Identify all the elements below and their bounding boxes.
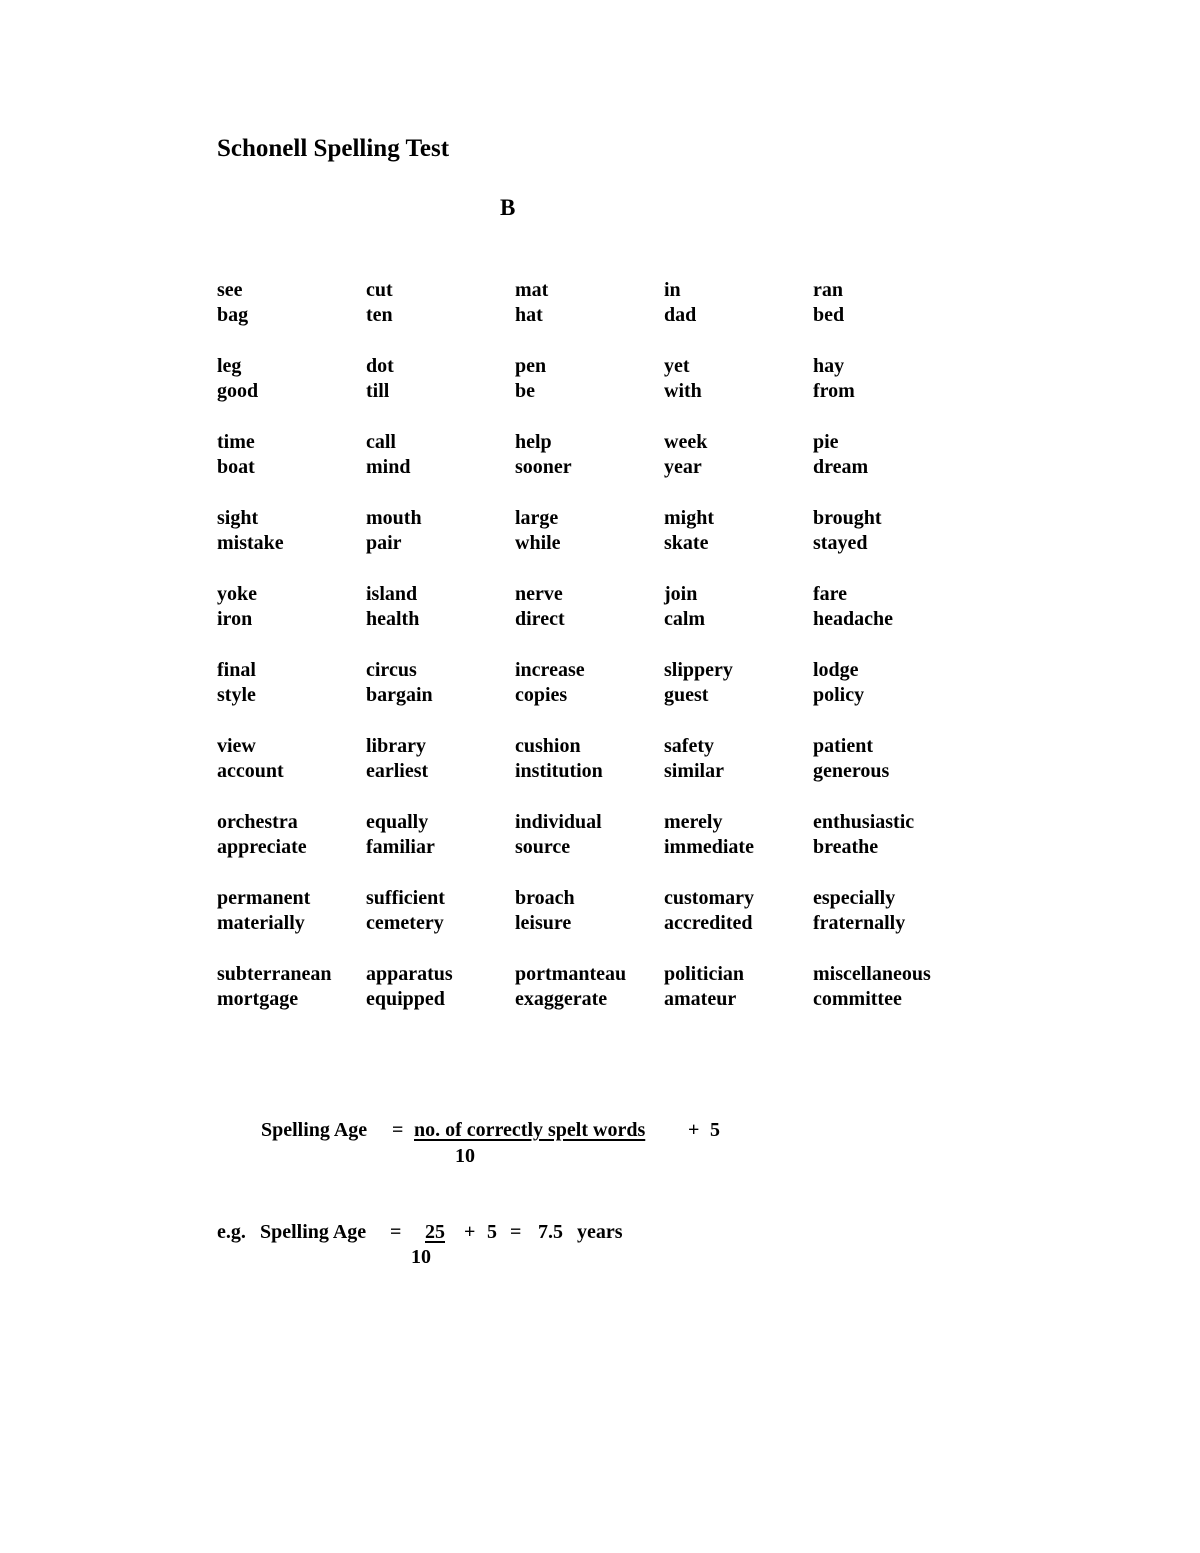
spelling-word: large [515,507,559,529]
formula-denominator: 10 [455,1145,475,1167]
formula-equals: = [392,1119,404,1141]
spelling-word: call [366,431,396,453]
example-equals-2: = [510,1221,522,1243]
spelling-word: hat [515,304,543,326]
spelling-word: slippery [664,659,733,681]
spelling-word: hay [813,355,845,377]
spelling-word: mistake [217,532,284,554]
spelling-word: mind [366,456,411,478]
spelling-word: accredited [664,912,753,934]
word-group [217,354,977,404]
word-row [217,810,977,835]
spelling-word: politician [664,963,745,985]
example-unit: years [577,1221,623,1243]
spelling-word: cushion [515,735,581,757]
spelling-word: customary [664,887,754,909]
spelling-word: subterranean [217,963,332,985]
spelling-word: appreciate [217,836,307,858]
spelling-word: final [217,659,256,681]
formula-label: Spelling Age [261,1119,368,1141]
spelling-word: sufficient [366,887,445,909]
word-group [217,506,977,556]
spelling-word: join [664,583,698,605]
spelling-word: sight [217,507,259,529]
spelling-word: iron [217,608,253,630]
spelling-word: year [664,456,702,478]
spelling-word: increase [515,659,585,681]
spelling-word: leisure [515,912,572,934]
spelling-word: amateur [664,988,737,1010]
spelling-word: policy [813,684,865,706]
spelling-word: brought [813,507,882,529]
spelling-word: time [217,431,255,453]
word-row [217,303,977,328]
spelling-word: equally [366,811,429,833]
word-row [217,759,977,784]
spelling-word: yet [664,355,690,377]
spelling-word: pie [813,431,839,453]
word-row [217,962,977,987]
word-row [217,278,977,303]
spelling-word: health [366,608,420,630]
example-label: Spelling Age [260,1221,367,1243]
spelling-word: mouth [366,507,422,529]
spelling-word: earliest [366,760,429,782]
word-row [217,683,977,708]
document-title: Schonell Spelling Test [217,135,450,162]
word-row [217,582,977,607]
word-group [217,810,977,860]
spelling-word: nerve [515,583,563,605]
spelling-word: enthusiastic [813,811,915,833]
spelling-word: sooner [515,456,572,478]
formula-numerator: no. of correctly spelt words [414,1119,646,1141]
spelling-word: safety [664,735,714,757]
word-group [217,734,977,784]
formula-addend: 5 [710,1119,720,1141]
word-group [217,582,977,632]
spelling-word: patient [813,735,873,757]
spelling-word: calm [664,608,706,630]
spelling-word: headache [813,608,893,630]
spelling-word: bag [217,304,249,326]
spelling-word: in [664,279,681,301]
spelling-word: direct [515,608,565,630]
spelling-word: exaggerate [515,988,608,1010]
spelling-word: especially [813,887,896,909]
example-equals: = [390,1221,402,1243]
spelling-word: individual [515,811,602,833]
spelling-word: library [366,735,426,757]
spelling-word: fare [813,583,848,605]
spelling-word: help [515,431,552,453]
spelling-word: style [217,684,256,706]
word-row [217,506,977,531]
word-row [217,379,977,404]
spelling-word: from [813,380,855,402]
word-group [217,886,977,936]
word-grid [217,278,977,1038]
example-denominator: 10 [411,1246,431,1268]
spelling-word: week [664,431,708,453]
spelling-word: bargain [366,684,433,706]
word-row [217,354,977,379]
spelling-word: boat [217,456,255,478]
spelling-word: good [217,380,259,402]
spelling-word: similar [664,760,724,782]
form-label: B [500,195,516,220]
formula-plus: + [688,1119,700,1141]
spelling-word: mortgage [217,988,299,1010]
word-group [217,658,977,708]
word-row [217,531,977,556]
spelling-word: till [366,380,390,402]
spelling-word: dad [664,304,697,326]
spelling-word: ran [813,279,843,301]
spelling-word: equipped [366,988,445,1010]
spelling-word: with [664,380,702,402]
spelling-word: pair [366,532,402,554]
spelling-word: source [515,836,571,858]
spelling-word: fraternally [813,912,906,934]
spelling-word: while [515,532,561,554]
word-row [217,607,977,632]
spelling-word: skate [664,532,709,554]
word-row [217,455,977,480]
spelling-word: familiar [366,836,435,858]
spelling-word: account [217,760,284,782]
spelling-word: permanent [217,887,311,909]
spelling-word: yoke [217,583,257,605]
spelling-word: leg [217,355,242,377]
spelling-word: ten [366,304,393,326]
spelling-word: see [217,279,243,301]
spelling-word: dot [366,355,394,377]
spelling-word: stayed [813,532,868,554]
spelling-word: cut [366,279,393,301]
spelling-word: miscellaneous [813,963,931,985]
word-group [217,962,977,1012]
example-numerator: 25 [425,1221,445,1243]
word-group [217,278,977,328]
spelling-word: view [217,735,256,757]
word-row [217,987,977,1012]
spelling-word: lodge [813,659,859,681]
spelling-word: apparatus [366,963,453,985]
example-result: 7.5 [538,1221,563,1243]
example-plus: + [464,1221,476,1243]
word-row [217,911,977,936]
spelling-word: island [366,583,418,605]
spelling-word: copies [515,684,568,706]
spelling-word: dream [813,456,869,478]
spelling-word: immediate [664,836,754,858]
word-row [217,886,977,911]
example-prefix: e.g. [217,1221,246,1243]
spelling-word: cemetery [366,912,444,934]
spelling-word: guest [664,684,709,706]
spelling-word: bed [813,304,845,326]
spelling-word: might [664,507,714,529]
spelling-word: circus [366,659,417,681]
spelling-word: broach [515,887,575,909]
spelling-word: committee [813,988,902,1010]
spelling-word: pen [515,355,547,377]
spelling-word: orchestra [217,811,298,833]
word-row [217,430,977,455]
word-group [217,430,977,480]
spelling-word: be [515,380,535,402]
spelling-word: merely [664,811,723,833]
word-row [217,835,977,860]
spelling-word: generous [813,760,890,782]
example-addend: 5 [487,1221,497,1243]
word-row [217,658,977,683]
spelling-word: mat [515,279,549,301]
spelling-word: portmanteau [515,963,627,985]
word-row [217,734,977,759]
spelling-word: materially [217,912,305,934]
spelling-word: institution [515,760,603,782]
spelling-word: breathe [813,836,879,858]
